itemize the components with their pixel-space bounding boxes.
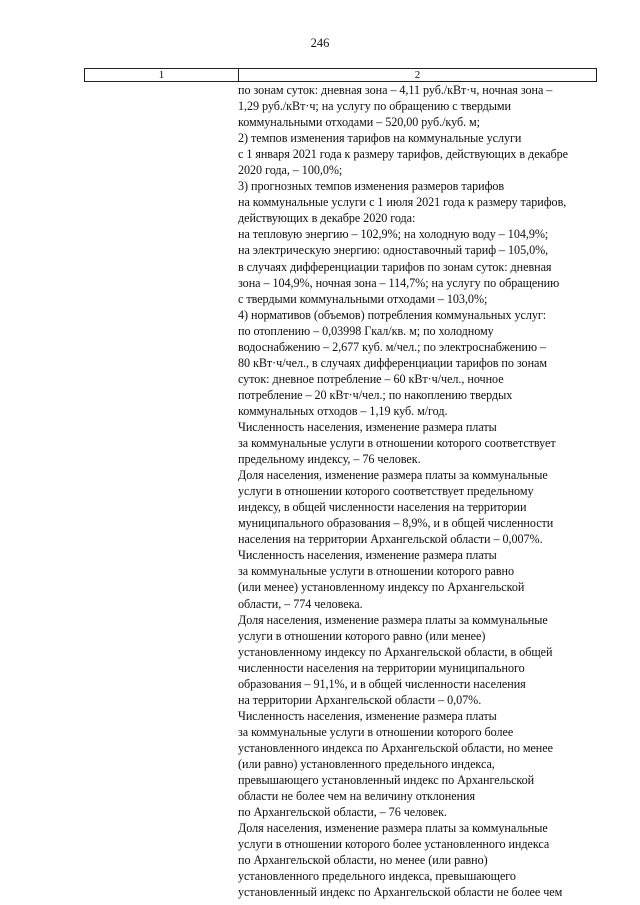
text-line: коммунальными отходами – 520,00 руб./куб. м; (238, 115, 481, 130)
text-line: области не более чем на величину отклонения (238, 789, 475, 804)
text-line: численности населения на территории муниципального (238, 660, 525, 675)
text-line: Доля населения, изменение размера платы за коммунальные (238, 821, 548, 836)
text-line: установленному индексу по Архангельской области, в общей (238, 644, 553, 659)
text-line: 2) темпов изменения тарифов на коммунальные услуги (238, 131, 522, 146)
text-line: с твердыми коммунальными отходами – 103,0%; (238, 291, 488, 306)
text-line: 2020 года, – 100,0%; (238, 163, 343, 178)
text-line: муниципального образования – 8,9%, и в общей численности (238, 516, 554, 531)
text-line: потребление – 20 кВт·ч/чел.; по накоплению твердых (238, 387, 513, 402)
text-line: (или равно) установленного предельного индекса, (238, 756, 495, 771)
text-line: в случаях дифференциации тарифов по зонам суток: дневная (238, 259, 552, 274)
column-1-header: 1 (85, 69, 239, 81)
text-line: на территории Архангельской области – 0,07%. (238, 692, 482, 707)
text-line: по отоплению – 0,03998 Гкал/кв. м; по холодному (238, 323, 494, 338)
text-line: на коммунальные услуги с 1 июля 2021 года к размеру тарифов, (238, 195, 567, 210)
text-line: по зонам суток: дневная зона – 4,11 руб./кВт·ч, ночная зона – (238, 83, 553, 97)
text-line: Доля населения, изменение размера платы за коммунальные (238, 612, 548, 627)
text-line: по Архангельской области, – 76 человек. (238, 805, 447, 820)
text-line: области, – 774 человека. (238, 596, 363, 611)
text-line: действующих в декабре 2020 года: (238, 211, 416, 226)
text-line: Численность населения, изменение размера платы (238, 419, 497, 434)
column-2-header: 2 (414, 69, 421, 81)
text-line: 80 кВт·ч/чел., в случаях дифференциации тарифов по зонам (238, 355, 547, 370)
text-line: индексу, в общей численности населения на территории (238, 500, 527, 515)
text-line: предельному индексу, – 76 человек. (238, 452, 421, 467)
text-line: установленного предельного индекса, превышающего (238, 869, 516, 884)
text-line: за коммунальные услуги в отношении которого равно (238, 564, 514, 579)
text-line: 3) прогнозных темпов изменения размеров тарифов (238, 179, 505, 194)
table-header-row (84, 68, 597, 82)
text-line: установленный индекс по Архангельской области не более чем (238, 885, 563, 900)
text-line: на электрическую энергию: одноставочный тариф – 105,0%, (238, 243, 549, 258)
text-line: Численность населения, изменение размера платы (238, 548, 497, 563)
text-line: Доля населения, изменение размера платы за коммунальные (238, 468, 548, 483)
text-line: суток: дневное потребление – 60 кВт·ч/чел., ночное (238, 371, 504, 386)
text-line: коммунальных отходов – 1,19 куб. м/год. (238, 403, 448, 418)
document-body-text (238, 82, 596, 900)
text-line: 4) нормативов (объемов) потребления коммунальных услуг: (238, 307, 547, 322)
text-line: 1,29 руб./кВт·ч; на услугу по обращению с твердыми (238, 99, 511, 114)
text-line: за коммунальные услуги в отношении которого более (238, 724, 514, 739)
page-number: 246 (310, 36, 330, 50)
text-line: водоснабжению – 2,677 куб. м/чел.; по электроснабжению – (238, 339, 546, 354)
text-line: населения на территории Архангельской области – 0,007%. (238, 532, 543, 547)
text-line: за коммунальные услуги в отношении которого соответствует (238, 436, 556, 451)
text-line: зона – 104,9%, ночная зона – 114,7%; на услугу по обращению (238, 275, 560, 290)
text-line: с 1 января 2021 года к размеру тарифов, действующих в декабре (238, 147, 569, 162)
text-line: услуги в отношении которого более установленного индекса (238, 837, 550, 852)
text-line: Численность населения, изменение размера платы (238, 708, 497, 723)
text-line: на тепловую энергию – 102,9%; на холодную воду – 104,9%; (238, 227, 549, 242)
text-line: по Архангельской области, но менее (или равно) (238, 853, 488, 868)
text-line: установленного индекса по Архангельской области, но менее (238, 740, 553, 755)
document-table (84, 68, 597, 82)
text-line: (или менее) установленному индексу по Архангельской (238, 580, 525, 595)
text-line: превышающего установленный индекс по Архангельской (238, 773, 535, 788)
text-line: образования – 91,1%, и в общей численности населения (238, 676, 526, 691)
text-line: услуги в отношении которого равно (или менее) (238, 628, 486, 643)
text-line: услуги в отношении которого соответствует предельному (238, 484, 534, 499)
